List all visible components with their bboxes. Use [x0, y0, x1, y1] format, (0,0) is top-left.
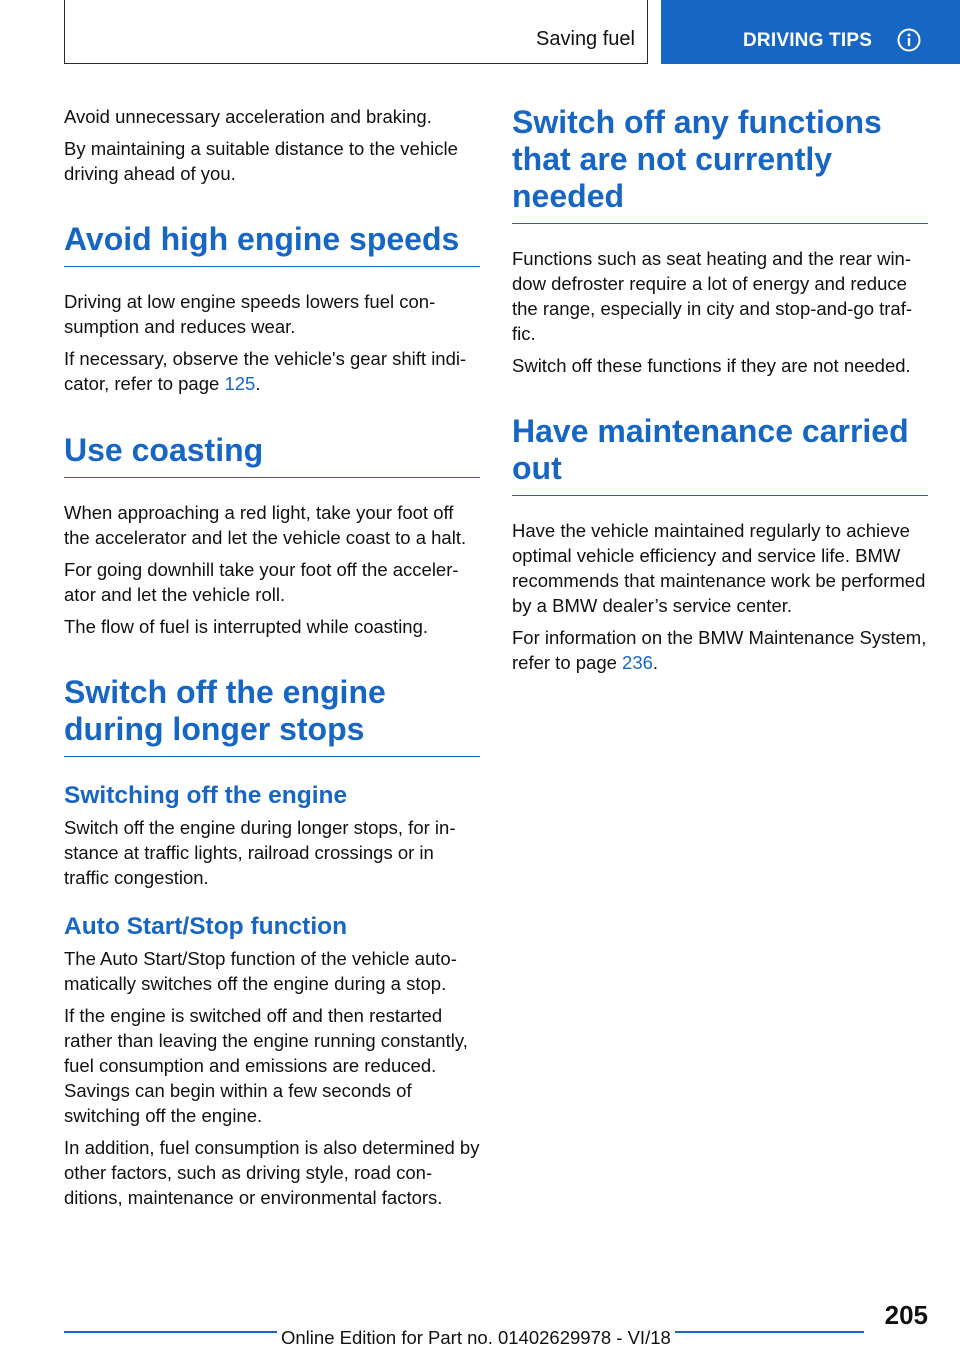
paragraph: Avoid unnecessary acceleration and braking.: [64, 106, 432, 127]
left-column: [64, 104, 480, 1217]
paragraph: When approaching a red light, take your foot off the accelerator and let the vehicle coast to a halt.: [64, 502, 467, 548]
header-section-box: [64, 0, 648, 64]
paragraph: If necessary, observe the vehicle's gear shift indicator, refer to page 125.: [64, 348, 467, 394]
edition-label: Online Edition for Part no. 01402629978 - VI/18: [277, 1327, 675, 1349]
chapter-tab[interactable]: [661, 0, 960, 64]
paragraph: In addition, fuel consumption is also determined by other factors, such as driving style, road conditions, maintenance or environmental factors.: [64, 1137, 480, 1208]
heading-switch-off-functions: Switch off any functions that are not currently needed: [512, 104, 928, 224]
paragraph: The Auto Start/Stop function of the vehicle automatically switches off the engine during a stop.: [64, 948, 457, 994]
paragraph: Functions such as seat heating and the rear window defroster require a lot of energy and reduce the range, especially in city and stop-and-go traffic.: [512, 248, 913, 344]
paragraph: The flow of fuel is interrupted while coasting.: [64, 616, 429, 637]
heading-have-maintenance: Have maintenance carried out: [512, 413, 928, 496]
paragraph: Switch off these functions if they are not needed.: [512, 355, 911, 376]
page-link-236[interactable]: 236: [622, 652, 653, 673]
paragraph: Driving at low engine speeds lowers fuel consumption and reduces wear.: [64, 291, 436, 337]
subheading-auto-start-stop: Auto Start/Stop function: [64, 913, 348, 940]
heading-switch-off-engine: Switch off the engine during longer stops: [64, 674, 480, 757]
heading-avoid-high-engine-speeds: Avoid high engine speeds: [64, 221, 480, 267]
paragraph: By maintaining a suitable distance to the vehicle driving ahead of you.: [64, 138, 458, 184]
section-title: Saving fuel: [536, 28, 635, 50]
chapter-label: DRIVING TIPS: [743, 30, 873, 51]
paragraph: Switch off the engine during longer stops, for instance at traffic lights, railroad crossings or in traffic congestion.: [64, 817, 456, 888]
paragraph: For going downhill take your foot off the accelerator and let the vehicle roll.: [64, 559, 459, 605]
paragraph: For information on the BMW Maintenance System, refer to page 236.: [512, 627, 927, 673]
page-link-125[interactable]: 125: [224, 373, 256, 394]
page-number: 205: [884, 1300, 928, 1330]
paragraph: If the engine is switched off and then restarted rather than leaving the engine running constantly, fuel consumption and emissions are reduced. Savings can begin within a few seconds of switching off the engine.: [64, 1005, 468, 1126]
paragraph: Have the vehicle maintained regularly to achieve optimal vehicle efficiency and service life. BMW recommends that maintenance work be performed by a BMW dealer’s service center.: [512, 520, 926, 616]
heading-use-coasting: Use coasting: [64, 432, 480, 478]
subheading-switching-off-engine: Switching off the engine: [64, 782, 348, 809]
right-column: [512, 104, 928, 682]
info-icon: [897, 28, 921, 52]
